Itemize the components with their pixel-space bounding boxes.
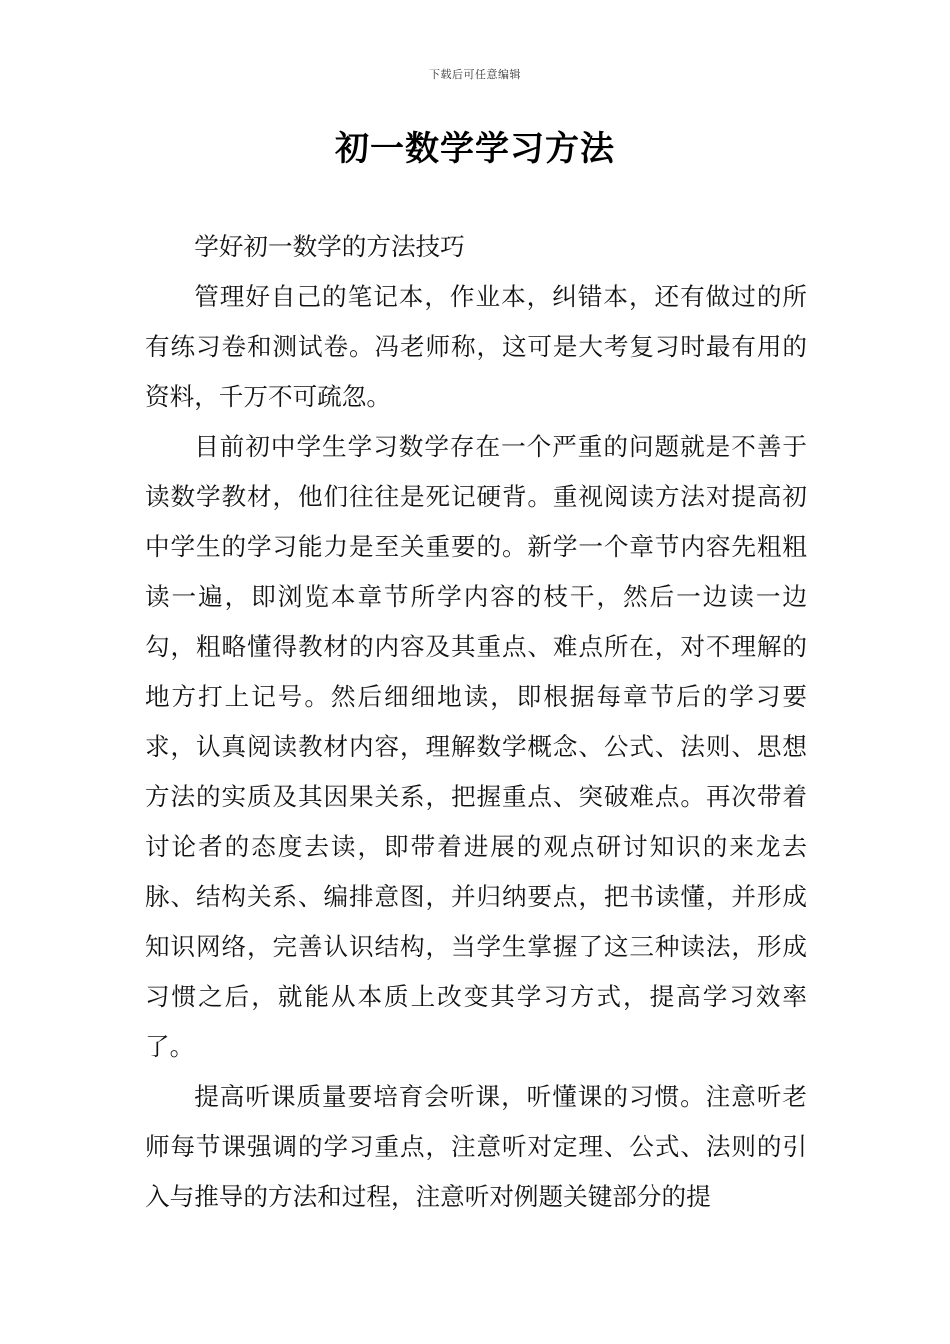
paragraph-listening: 提高听课质量要培育会听课，听懂课的习惯。注意听老师每节课强调的学习重点，注意听对定理、公式、法则的引入与推导的方法和过程，注意听对例题关键部分的提 — [145, 1082, 807, 1211]
section-subheading: 学好初一数学的方法技巧 — [194, 232, 465, 261]
paragraph-notebooks: 管理好自己的笔记本，作业本，纠错本，还有做过的所有练习卷和测试卷。冯老师称，这可是大考复习时最有用的资料，千万不可疏忽。 — [145, 282, 807, 411]
paragraph-reading-method: 目前初中学生学习数学存在一个严重的问题就是不善于读数学教材，他们往往是死记硬背。重视阅读方法对提高初中学生的学习能力是至关重要的。新学一个章节内容先粗粗读一遍，即浏览本章节所学内容的枝干，然后一边读一边勾，粗略懂得教材的内容及其重点、难点所在，对不理解的地方打上记号。然后细细地读，即根据每章节后的学习要求，认真阅读教材内容，理解数学概念、公式、法则、思想方法的实质及其因果关系，把握重点、突破难点。再次带着讨论者的态度去读，即带着进展的观点研讨知识的来龙去脉、结构关系、编排意图，并归纳要点，把书读懂，并形成知识网络，完善认识结构，当学生掌握了这三种读法，形成习惯之后，就能从本质上改变其学习方式，提高学习效率了。 — [145, 432, 807, 1061]
page-title: 初一数学学习方法 — [335, 129, 615, 169]
document-body — [145, 222, 807, 1222]
header-note: 下载后可任意编辑 — [429, 68, 521, 81]
